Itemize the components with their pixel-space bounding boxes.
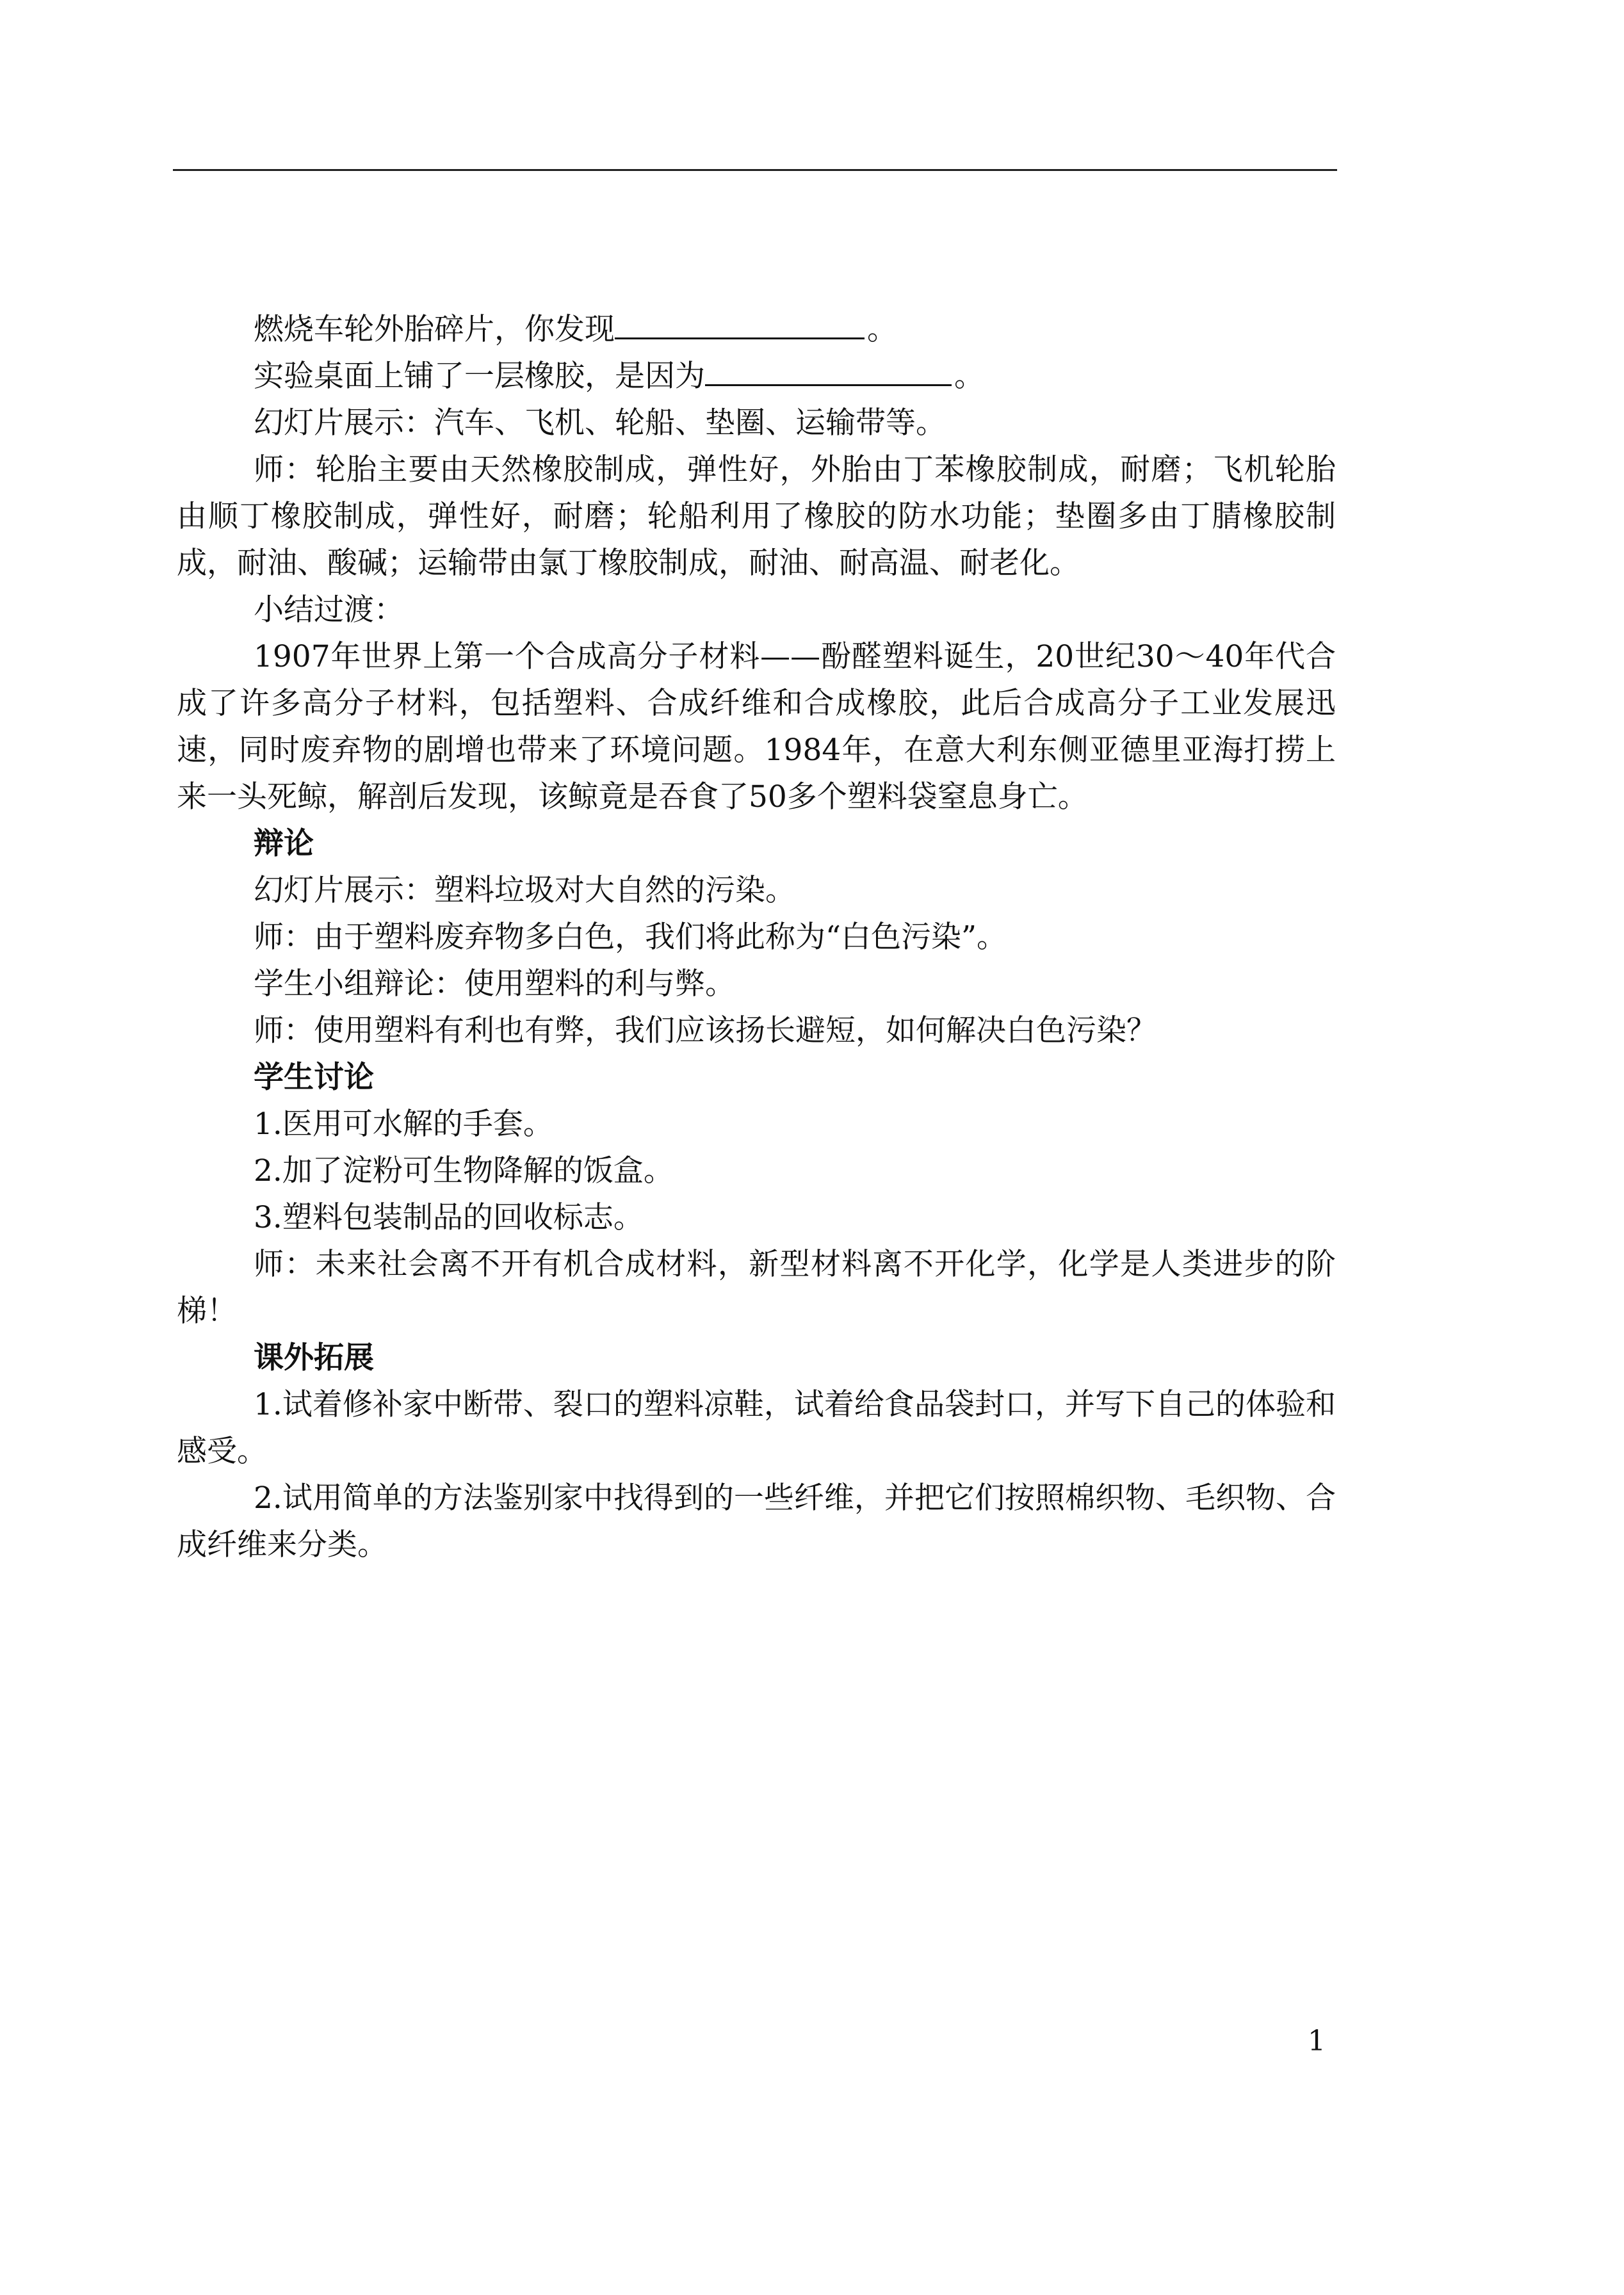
reason-question — [177, 353, 1336, 400]
transition-label: 小结过渡： — [254, 592, 404, 628]
teacher-rubber-explanation: 师：轮胎主要由天然橡胶制成，弹性好，外胎由丁苯橡胶制成，耐磨；飞机轮胎由顺丁橡胶制成，弹性好，耐磨；轮船利用了橡胶的防水功能；垫圈多由丁腈橡胶制成，耐油、酸碱；运输带由氯丁橡胶制成，耐油、耐高温、耐老化。 — [177, 452, 1336, 581]
reason-blank — [705, 356, 952, 386]
page-number: 1 — [1308, 2025, 1326, 2057]
header-rule — [173, 169, 1337, 171]
discussion-item: 3.塑料包装制品的回收标志。 — [254, 1200, 644, 1235]
transition-text: 1907年世界上第一个合成高分子材料——酚醛塑料诞生，20世纪30～40年代合成了许多高分子材料，包括塑料、合成纤维和合成橡胶，此后合成高分子工业发展迅速，同时废弃物的剧增也带来了环境问题。1984年，在意大利东侧亚德里亚海打捞上来一头死鲸，解剖后发现，该鲸竟是吞食了50多个塑料袋窒息身亡。 — [177, 639, 1336, 815]
observation-blank — [615, 309, 865, 339]
discussion-teacher: 师：未来社会离不开有机合成材料，新型材料离不开化学，化学是人类进步的阶梯！ — [177, 1247, 1336, 1329]
document-body — [177, 306, 1336, 1568]
extension-heading: 课外拓展 — [254, 1340, 374, 1375]
debate-question: 师：使用塑料有利也有弊，我们应该扬长避短，如何解决白色污染？ — [254, 1013, 1157, 1048]
extension-item: 1.试着修补家中断带、裂口的塑料凉鞋，试着给食品袋封口，并写下自己的体验和感受。 — [177, 1387, 1336, 1469]
observation-prefix: 燃烧车轮外胎碎片，你发现 — [254, 312, 615, 347]
debate-students: 学生小组辩论：使用塑料的利与弊。 — [254, 966, 735, 1002]
observation-suffix: 。 — [867, 312, 897, 347]
observation-question — [177, 306, 1336, 353]
reason-suffix: 。 — [954, 359, 984, 394]
discussion-item: 1.医用可水解的手套。 — [254, 1107, 553, 1142]
debate-teacher: 师：由于塑料废弃物多白色，我们将此称为“白色污染”。 — [254, 920, 1007, 955]
slides-rubber-uses: 幻灯片展示：汽车、飞机、轮船、垫圈、运输带等。 — [254, 405, 946, 441]
extension-item: 2.试用简单的方法鉴别家中找得到的一些纤维，并把它们按照棉织物、毛织物、合成纤维来分类。 — [177, 1480, 1336, 1562]
reason-prefix: 实验桌面上铺了一层橡胶，是因为 — [254, 359, 705, 394]
discussion-heading: 学生讨论 — [254, 1060, 374, 1095]
debate-slides: 幻灯片展示：塑料垃圾对大自然的污染。 — [254, 873, 795, 908]
discussion-item: 2.加了淀粉可生物降解的饭盒。 — [254, 1153, 674, 1188]
debate-heading: 辩论 — [254, 826, 314, 861]
